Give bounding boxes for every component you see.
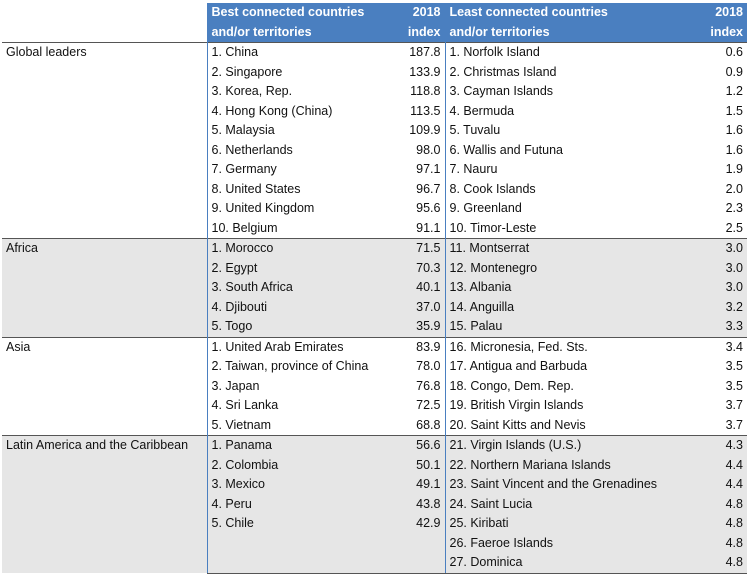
least-index-cell: 1.6 [725, 123, 743, 137]
least-country-cell: 7. Nauru [449, 162, 498, 176]
least-index-cell: 3.4 [695, 337, 747, 357]
least-index-cell: 1.2 [725, 84, 743, 98]
best-country-cell: 4. Peru [207, 495, 387, 515]
region-label: Asia [2, 337, 207, 436]
least-index-cell: 0.9 [725, 64, 743, 79]
least-index-cell: 1.5 [725, 103, 743, 118]
least-country-cell: 23. Saint Vincent and the Grenadines [445, 475, 695, 495]
best-country-cell: 1. Morocco [207, 239, 387, 259]
region-label: Africa [2, 239, 207, 338]
least-country-cell: 14. Anguilla [445, 298, 695, 318]
least-country-cell: 21. Virgin Islands (U.S.) [445, 436, 695, 456]
least-index-cell: 3.7 [725, 398, 743, 412]
header-row-2 [2, 23, 747, 43]
best-index-cell: 56.6 [387, 436, 445, 456]
best-index-cell: 118.8 [387, 82, 445, 102]
least-country-cell: 8. Cook Islands [449, 181, 536, 196]
least-country-cell: 11. Montserrat [445, 239, 695, 259]
best-index-cell: 91.1 [387, 219, 445, 239]
least-index-cell: 4.8 [695, 514, 747, 534]
best-country-cell: 1. United Arab Emirates [207, 337, 387, 357]
best-country-cell: 2. Egypt [207, 259, 387, 279]
best-country-cell [207, 534, 387, 554]
least-index-cell: 4.3 [695, 436, 747, 456]
best-country-cell: 9. United Kingdom [207, 199, 387, 219]
table-row [2, 43, 747, 63]
least-index-cell: 1.9 [725, 162, 743, 176]
best-index-cell: 42.9 [387, 514, 445, 534]
best-country-cell: 3. Korea, Rep. [207, 82, 387, 102]
least-index-cell: 3.7 [725, 417, 743, 432]
best-index-cell: 76.8 [387, 377, 445, 397]
least-country-cell: 4. Bermuda [449, 103, 515, 118]
least-index-cell: 3.0 [695, 239, 747, 259]
table-row [2, 239, 747, 259]
least-index-cell: 4.4 [695, 456, 747, 476]
least-country-cell: 2. Christmas Island [449, 64, 557, 79]
least-country-cell: 5. Tuvalu [449, 123, 501, 137]
least-country-cell: 3. Cayman Islands [449, 84, 554, 98]
region-label: Global leaders [2, 43, 207, 239]
best-country-cell: 1. China [207, 43, 387, 63]
least-index-cell: 4.4 [695, 475, 747, 495]
best-index-header-2: index [387, 23, 445, 43]
least-country-cell: 24. Saint Lucia [445, 495, 695, 515]
least-index-cell: 2.5 [725, 220, 743, 235]
best-index-cell: 187.8 [387, 43, 445, 63]
least-index-header: 2018 [695, 3, 747, 23]
best-country-cell: 1. Panama [207, 436, 387, 456]
connectivity-table [2, 3, 747, 574]
least-country-cell: 10. Timor-Leste [449, 220, 537, 235]
least-index-cell: 3.0 [695, 278, 747, 298]
best-index-cell: 96.7 [387, 180, 445, 200]
least-country-cell: 12. Montenegro [445, 259, 695, 279]
least-country-cell: 25. Kiribati [445, 514, 695, 534]
best-country-cell: 4. Sri Lanka [207, 396, 387, 416]
least-country-cell: 20. Saint Kitts and Nevis [449, 417, 586, 432]
best-country-cell: 3. Mexico [207, 475, 387, 495]
best-index-cell: 98.0 [387, 141, 445, 161]
best-index-cell: 49.1 [387, 475, 445, 495]
best-index-cell: 97.1 [387, 160, 445, 180]
least-header: Least connected countries [445, 3, 695, 23]
best-country-cell: 2. Colombia [207, 456, 387, 476]
table-body [2, 43, 747, 574]
best-country-cell: 3. Japan [207, 377, 387, 397]
least-country-cell: 26. Faeroe Islands [445, 534, 695, 554]
best-index-cell: 78.0 [387, 357, 445, 377]
table-header [2, 3, 747, 43]
least-index-cell: 2.0 [725, 181, 743, 196]
region-header-2 [2, 23, 207, 43]
least-country-cell: 13. Albania [445, 278, 695, 298]
best-index-cell: 72.5 [387, 396, 445, 416]
least-index-cell: 4.8 [695, 495, 747, 515]
least-index-cell: 3.3 [695, 317, 747, 337]
best-index-cell: 40.1 [387, 278, 445, 298]
best-country-cell: 7. Germany [207, 160, 387, 180]
least-index-cell: 3.2 [695, 298, 747, 318]
best-index-cell: 95.6 [387, 199, 445, 219]
least-country-cell: 18. Congo, Dem. Rep. [449, 378, 574, 393]
best-index-cell: 35.9 [387, 317, 445, 337]
table-row [2, 337, 747, 357]
best-index-cell: 50.1 [387, 456, 445, 476]
least-index-cell: 3.5 [725, 359, 743, 373]
least-index-cell: 4.8 [695, 553, 747, 573]
best-header: Best connected countries [207, 3, 387, 23]
least-country-cell: 1. Norfolk Island [445, 43, 695, 63]
best-country-cell: 3. South Africa [207, 278, 387, 298]
best-country-cell: 2. Singapore [207, 63, 387, 83]
best-country-cell: 2. Taiwan, province of China [207, 357, 387, 377]
least-index-cell: 3.5 [725, 378, 743, 393]
least-country-cell: 17. Antigua and Barbuda [449, 359, 588, 373]
least-index-header-2: index [695, 23, 747, 43]
best-header-2: and/or territories [207, 23, 387, 43]
best-country-cell: 5. Vietnam [207, 416, 387, 436]
table-row [2, 436, 747, 456]
best-index-cell: 71.5 [387, 239, 445, 259]
least-country-cell: 9. Greenland [449, 201, 522, 215]
least-country-cell: 6. Wallis and Futuna [449, 142, 563, 157]
least-country-cell: 19. British Virgin Islands [449, 398, 584, 412]
best-index-cell: 113.5 [387, 102, 445, 122]
best-country-cell: 5. Malaysia [207, 121, 387, 141]
least-country-cell: 22. Northern Mariana Islands [445, 456, 695, 476]
best-index-cell: 83.9 [387, 337, 445, 357]
least-country-cell: 15. Palau [445, 317, 695, 337]
least-country-cell: 27. Dominica [445, 553, 695, 573]
best-index-cell: 70.3 [387, 259, 445, 279]
best-country-cell [207, 553, 387, 573]
best-index-header: 2018 [387, 3, 445, 23]
least-index-cell: 3.0 [695, 259, 747, 279]
best-index-cell: 43.8 [387, 495, 445, 515]
best-country-cell: 6. Netherlands [207, 141, 387, 161]
best-index-cell: 37.0 [387, 298, 445, 318]
best-index-cell [387, 534, 445, 554]
least-header-2: and/or territories [445, 23, 695, 43]
region-header [2, 3, 207, 23]
best-country-cell: 4. Djibouti [207, 298, 387, 318]
best-country-cell: 5. Chile [207, 514, 387, 534]
best-country-cell: 8. United States [207, 180, 387, 200]
least-index-cell: 0.6 [695, 43, 747, 63]
best-index-cell: 109.9 [387, 121, 445, 141]
best-country-cell: 10. Belgium [207, 219, 387, 239]
best-index-cell: 68.8 [387, 416, 445, 436]
least-index-cell: 2.3 [725, 201, 743, 215]
best-country-cell: 4. Hong Kong (China) [207, 102, 387, 122]
best-country-cell: 5. Togo [207, 317, 387, 337]
best-index-cell [387, 553, 445, 573]
least-index-cell: 4.8 [695, 534, 747, 554]
best-index-cell: 133.9 [387, 63, 445, 83]
region-label: Latin America and the Caribbean [2, 436, 207, 574]
least-index-cell: 1.6 [725, 142, 743, 157]
header-row-1 [2, 3, 747, 23]
least-country-cell: 16. Micronesia, Fed. Sts. [445, 337, 695, 357]
